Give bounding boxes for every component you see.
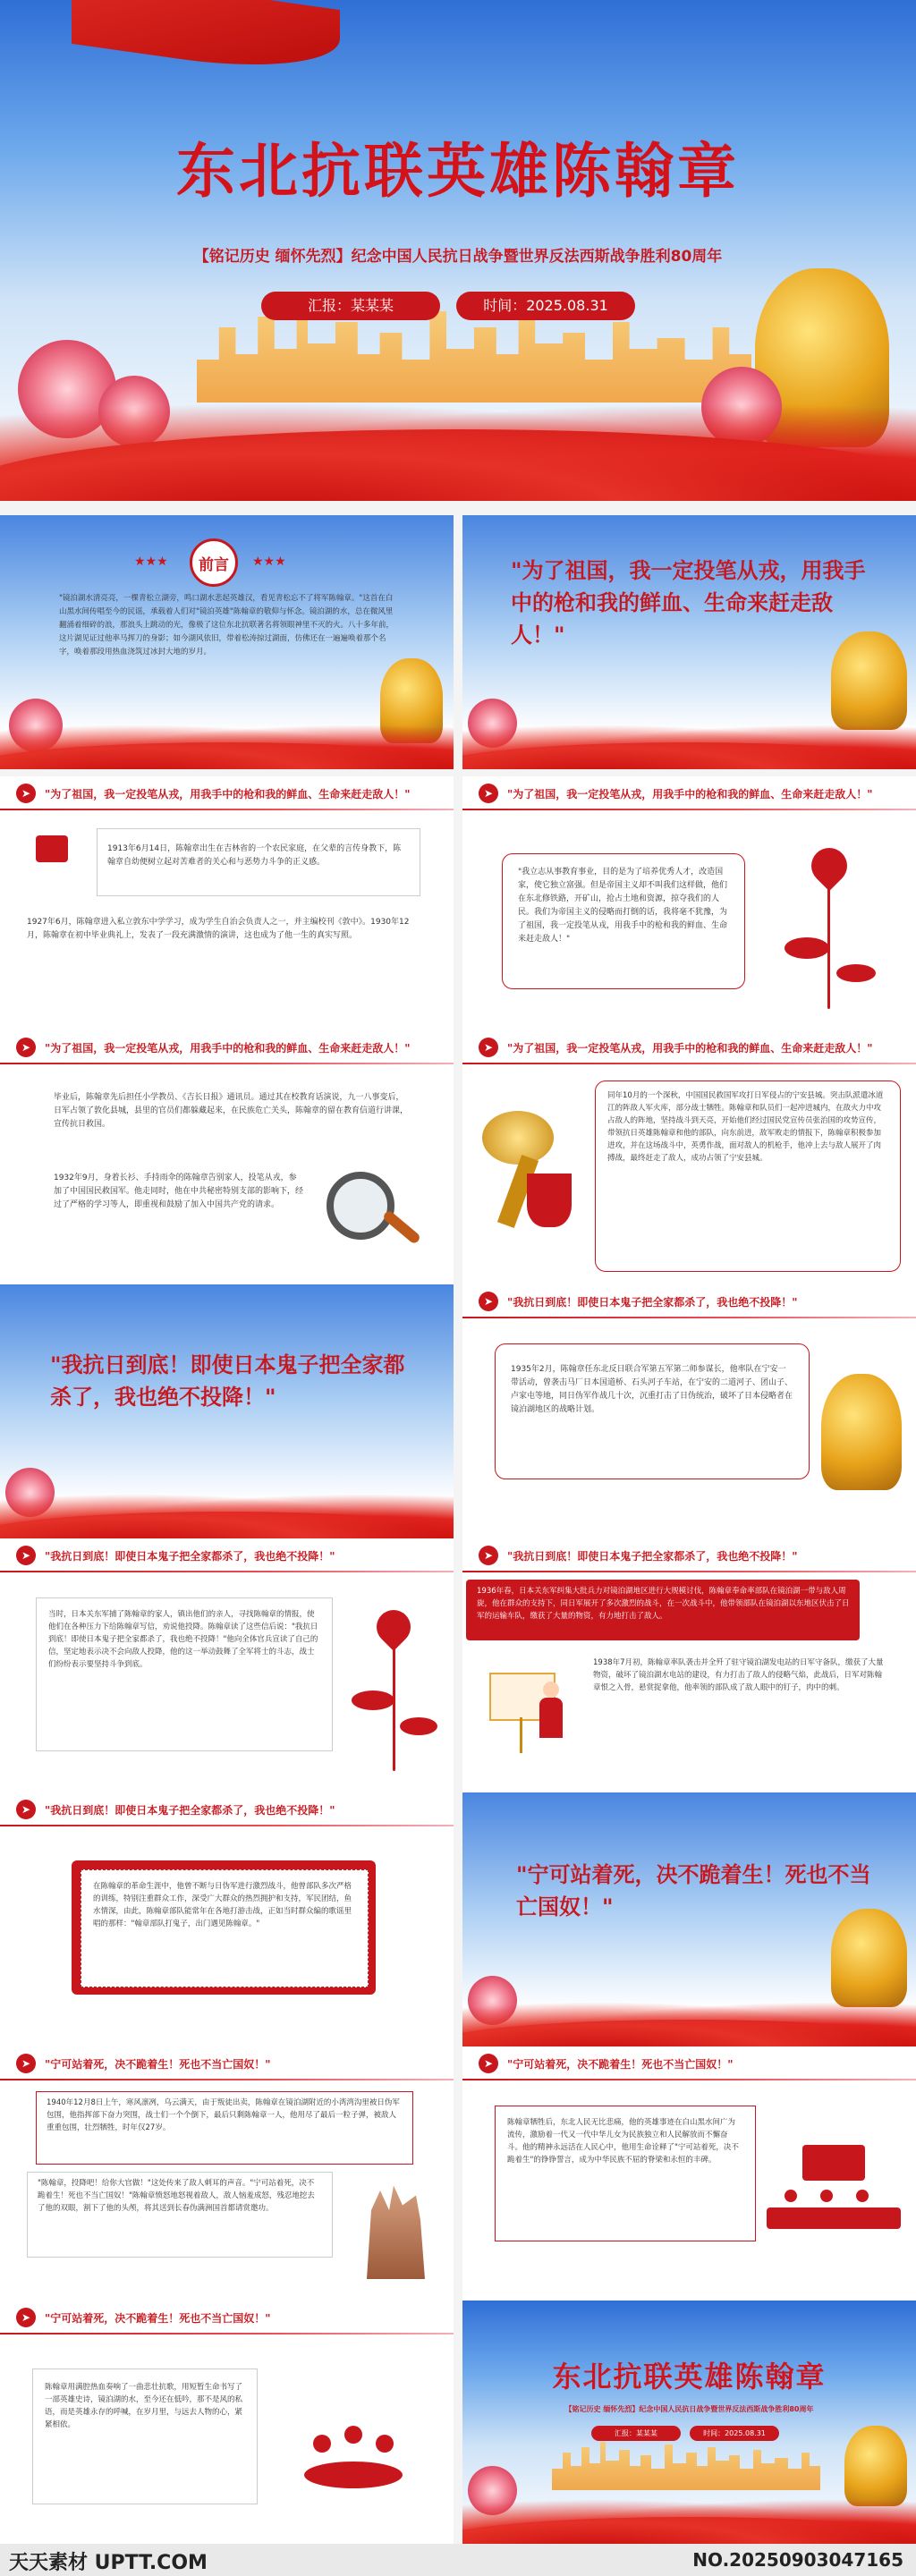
reporter-label: 汇报：某某某 — [307, 297, 394, 314]
end-date-label: 时间：2025.08.31 — [703, 2429, 766, 2437]
preface-stars-left: ★★★ — [134, 555, 168, 569]
bugle-icon — [473, 1111, 581, 1236]
header-text: "宁可站着死，决不跪着生！死也不当亡国奴！" — [45, 2057, 271, 2071]
header-text: "我抗日到底！即使日本鬼子把全家都杀了，我也绝不投降！" — [45, 1803, 335, 1817]
header-rule — [462, 1063, 916, 1064]
header-text: "为了祖国，我一定投笔从戎，用我手中的枪和我的鲜血、生命来赶走敌人！" — [45, 1041, 411, 1055]
end-title: 东北抗联英雄陈翰章 — [552, 2360, 827, 2394]
preface-badge-label: 前言 — [199, 555, 229, 574]
preface-slide — [0, 515, 454, 769]
preface-badge — [190, 538, 238, 587]
paragraph-1: "我立志从事教育事业，目的是为了培养优秀人才，改造国家，使它独立富强。但是帝国主义却不叫我们这样做，他们在东北修铁路，开矿山，抢占土地和资源，掠夺我们的人民。我们为帝国主义的侵略而打倒的话，我将毫不犹豫，为了祖国，我一定投笔从戎，用我手中的枪和我的鲜血、生命来赶走敌人！" — [518, 868, 728, 944]
slide-header — [462, 1538, 916, 1572]
end-date-pill — [690, 2426, 779, 2441]
paragraph-2: "陈翰章，投降吧！给你大官做！"这处传来了敌人刺耳的声音。"宁可站着死，决不跪着生！死也不当亡国奴！"陈翰章愤怒地怒视着敌人，敌人恼羞成怒，残忍地挖去了他的双眼，割下了他的头颅，将其送到长春伪满洲国首都请赏邀功。 — [38, 2179, 315, 2213]
watermark-bar — [0, 2544, 916, 2576]
meeting-icon — [286, 2408, 420, 2506]
paragraph-1: 1936年春，日本关东军纠集大批兵力对镜泊湖地区进行大规模讨伐，陈翰章奉命率部队在镜泊湖一带与敌人周旋，他在群众的支持下，同日军展开了多次激烈的战斗，在一次战斗中，他带领部队在镜泊湖以东地区伏击了日军的运输车队，缴获了大量的物资，有力地打击了敌人。 — [477, 1587, 850, 1621]
content-slide-8 — [462, 1284, 916, 1538]
header-rule — [462, 1317, 916, 1318]
content-slide-3 — [0, 776, 454, 1030]
header-text: "为了祖国，我一定投笔从戎，用我手中的枪和我的鲜血、生命来赶走敌人！" — [507, 787, 873, 801]
preface-stars-right: ★★★ — [252, 555, 286, 569]
lion-statue-icon — [831, 1909, 907, 2007]
header-text: "为了祖国，我一定投笔从戎，用我手中的枪和我的鲜血、生命来赶走敌人！" — [45, 787, 411, 801]
quote-slide-2 — [0, 1284, 454, 1538]
arrow-icon: ➤ — [479, 1546, 498, 1565]
slide-header — [0, 2046, 454, 2080]
content-slide-13 — [0, 2046, 454, 2301]
slide-header — [462, 1284, 916, 1318]
header-rule — [0, 2333, 454, 2334]
date-pill — [456, 292, 635, 320]
header-text: "我抗日到底！即使日本鬼子把全家都杀了，我也绝不投降！" — [507, 1549, 798, 1563]
paragraph-2: 1932年9月，身着长衫、手持雨伞的陈翰章告别家人，投笔从戎，参加了中国国民救国军。他走同时，他在中共秘密特别支部的影响下，经过了严格的学习等人，即重视和鼓励了加入中国共产党的请求。 — [54, 1174, 304, 1209]
content-slide-15 — [0, 2301, 454, 2544]
content-slide-6 — [462, 1030, 916, 1284]
content-slide-10 — [462, 1538, 916, 1792]
paragraph-1: 陈翰章牺牲后，东北人民无比悲痛，他的英雄事迹在白山黑水间广为流传，激励着一代又一代中华儿女为民族独立和人民解放而不懈奋斗。他的精神永远活在人民心中，他用生命诠释了"宁可站着死，决不跪着生"的铮铮誓言，成为中华民族不屈的脊梁和永恒的丰碑。 — [507, 2118, 739, 2165]
presenter-icon — [480, 1664, 570, 1762]
header-rule — [0, 2079, 454, 2080]
cover-slide — [0, 0, 916, 501]
magnifier-handle — [382, 1209, 421, 1245]
paragraph-1: 1913年6月14日，陈翰章出生在吉林省的一个农民家庭，在父辈的言传身教下，陈翰章自幼便树立起对苦难者的关心和与恶势力斗争的正义感。 — [107, 844, 402, 867]
magnifier-icon — [327, 1172, 394, 1240]
date-label: 时间：2025.08.31 — [483, 297, 608, 314]
content-slide-11 — [0, 1792, 454, 2046]
arrow-icon: ➤ — [16, 1800, 36, 1819]
lotus-icon — [776, 830, 883, 1009]
paragraph-2: 1938年7月初，陈翰章率队袭击并全歼了驻守镜泊湖发电站的日军守备队，缴获了大量物资，破坏了镜泊湖水电站的建设，有力打击了敌人的侵略气焰，此战后，日军对陈翰章恨之入骨，悬赏捉拿他，他率领的部队成了敌人眼中的钉子，肉中的刺。 — [593, 1658, 884, 1692]
header-text: "宁可站着死，决不跪着生！死也不当亡国奴！" — [507, 2057, 734, 2071]
content-slide-9 — [0, 1538, 454, 1792]
arrow-icon: ➤ — [16, 784, 36, 803]
slide-header — [0, 1030, 454, 1064]
header-text: "为了祖国，我一定投笔从戎，用我手中的枪和我的鲜血、生命来赶走敌人！" — [507, 1041, 873, 1055]
quote-slide-3 — [462, 1792, 916, 2046]
end-subtitle: 【铭记历史 缅怀先烈】纪念中国人民抗日战争暨世界反法西斯战争胜利80周年 — [564, 2405, 814, 2413]
header-rule — [462, 1571, 916, 1572]
header-text: "我抗日到底！即使日本鬼子把全家都杀了，我也绝不投降！" — [45, 1549, 335, 1563]
quote-text: "为了祖国，我一定投笔从戎，用我手中的枪和我的鲜血、生命来赶走敌人！" — [511, 558, 866, 648]
header-rule — [462, 809, 916, 810]
preface-text: "镜泊湖水清亮亮，一棵青松立湖旁，鸣口湖水悲起英雄汉，看见青松忘不了将军陈翰章。"这首在白山黑水间传唱至今的民谣，承载着人们对"镜泊英雄"陈翰章的敬仰与怀念。镜泊湖的水，总在微风里翻涌着细碎的浪，那浪头上跳动的光，像极了这位东北抗联著名将领眼神里不灭的火。八十多年前，这片湖见证过他率马挥刀的身影；如今湖风依旧，带着松涛掠过湖面，仿佛还在一遍遍唤着那个名字，唤着那段用热血浇筑过冰封大地的岁月。 — [59, 594, 394, 657]
header-rule — [0, 1063, 454, 1064]
quote-text: "我抗日到底！即使日本鬼子把全家都杀了，我也绝不投降！" — [50, 1352, 405, 1410]
quote-text: "宁可站着死，决不跪着生！死也不当亡国奴！" — [516, 1862, 871, 1919]
lion-statue-icon — [844, 2426, 907, 2506]
paragraph-1: 在陈翰章的革命生涯中，他曾不断与日伪军进行激烈战斗，他曾部队多次严格的训练，特别注重群众工作，深受广大群众的热烈拥护和支持，军民团结，鱼水情深，由此，陈翰章部队能常年在各地打游击战，正如当时群众编的歌谣里唱的那样："翰章部队打鬼子，出门遇见陈翰章。" — [93, 1882, 352, 1928]
paragraph-1: 毕业后，陈翰章先后担任小学教员、《吉长日报》通讯员。通过其在校教育话演说，九一八事变后，日军占领了敦化县城，县里的官员们都躲藏起来，在民族危亡关头，陈翰章的留在教育信道行讲课，宣传抗日救国。 — [54, 1093, 409, 1129]
watermark-left: 天天素材 UPTT.COM — [9, 2552, 208, 2574]
header-rule — [0, 1825, 454, 1826]
meeting-icon — [767, 2145, 901, 2252]
red-flag — [72, 0, 340, 81]
header-rule — [0, 1571, 454, 1572]
content-slide-14 — [462, 2046, 916, 2301]
cover-subtitle: 【铭记历史 缅怀先烈】纪念中国人民抗日战争暨世界反法西斯战争胜利80周年 — [193, 248, 723, 266]
red-wave — [462, 724, 916, 769]
end-slide — [462, 2301, 916, 2544]
arrow-icon: ➤ — [16, 1546, 36, 1565]
header-text: "我抗日到底！即使日本鬼子把全家都杀了，我也绝不投降！" — [507, 1295, 798, 1309]
end-reporter-pill — [591, 2426, 681, 2441]
watermark-right: NO.20250903047165 — [692, 2549, 903, 2571]
arrow-icon: ➤ — [16, 1038, 36, 1057]
red-wave — [0, 402, 916, 501]
paragraph-2: 1927年6月，陈翰章进入私立敦东中学学习，成为学生自治会负责人之一，并主编校刊《敦中》。1930年12月，陈翰章在初中毕业典礼上，发表了一段充满激情的演讲，这也成为了他一生的真实写照。 — [27, 918, 410, 940]
arrow-icon: ➤ — [16, 2308, 36, 2327]
slide-header — [462, 1030, 916, 1064]
lotus-icon — [344, 1592, 443, 1771]
slide-header — [462, 2046, 916, 2080]
book-icon — [36, 835, 68, 862]
header-rule — [462, 2079, 916, 2080]
red-wave — [462, 2499, 916, 2544]
paragraph-1: 1940年12月8日上午，寒风凛冽，乌云满天，由于叛徒出卖，陈翰章在镜泊湖附近的小湾湾沟里被日伪军包围，他指挥部下奋力突围，战士们一个个倒下，最后只剩陈翰章一人，他用尽了最后一粒子弹，被敌人重重包围，壮烈牺牲，时年仅27岁。 — [47, 2098, 400, 2132]
arrow-icon: ➤ — [479, 1038, 498, 1057]
paragraph-1: 1935年2月，陈翰章任东北反日联合军第五军第二师参谋长，他率队在宁安一带活动，曾袭击马厂日本国道桥、石头河子车站，在宁安的二道河子、团山子、卢家屯等地，同日伪军作战几十次，沉重打击了日伪统治，破坏了日本侵略者在镜泊湖地区的战略计划。 — [511, 1365, 793, 1414]
slide-header — [0, 1792, 454, 1826]
monument-icon — [349, 2181, 438, 2279]
slide-header — [0, 2301, 454, 2334]
slide-header — [0, 776, 454, 810]
red-wave — [0, 724, 454, 769]
red-wave — [0, 1494, 454, 1538]
paragraph-1: 同年10月的一个深秋，中国国民救国军攻打日军侵占的宁安县城。突击队派遣冰道江的阵敌人军火库，部分战士牺牲。陈翰章和队员们一起冲进城内，在敌火力中攻占敌人的阵地，坚持战斗到天亮，开始他们经过国民党宣传员张治国的攻势宣传，带领抗日英雄陈翰章和他的部队，向东前进，敌军败走的情报下，陈翰章积极参加进攻，并在这场战斗中，英勇作战，面对敌人的机枪手，他冲上去与敌人展开了肉搏战，最终赶走了敌人，成功占领了宁安县城。 — [607, 1091, 884, 1163]
cover-title: 东北抗联英雄陈翰章 — [176, 137, 740, 206]
arrow-icon: ➤ — [479, 784, 498, 803]
arrow-icon: ➤ — [479, 2054, 498, 2073]
quote-slide-1 — [462, 515, 916, 769]
header-text: "宁可站着死，决不跪着生！死也不当亡国奴！" — [45, 2311, 271, 2325]
city-skyline — [552, 2436, 820, 2490]
paragraph-1: 陈翰章用满腔热血奏响了一曲悲壮抗歌，用短暂生命书写了一部英雄史诗，镜泊湖的水，至今还在低吟，那不是风的私语，而是英雄永存的呼喊，在岁月里，与远去人物的心，紧紧相依。 — [45, 2383, 243, 2429]
slide-header — [0, 1538, 454, 1572]
reporter-pill — [261, 292, 440, 320]
red-wave — [462, 2002, 916, 2046]
header-rule — [0, 809, 454, 810]
paragraph-1: 当时，日本关东军捕了陈翰章的家人，镇出他们的亲人，寻找陈翰章的情报，使他们在各种压力下给陈翰章写信，劝说他投降。陈翰章读了这些信后说："我抗日到底！即使日本鬼子把全家都杀了，我也绝不投降！"他向全体官兵宣读了自己的信，坚定地表示决不会向敌人投降，他的这一举动鼓舞了全军将士的斗志，战士们纷纷表示要坚持斗争到底。 — [48, 1610, 318, 1669]
end-reporter-label: 汇报：某某某 — [615, 2429, 657, 2437]
content-slide-5 — [0, 1030, 454, 1284]
slide-header — [462, 776, 916, 810]
lion-statue-icon — [821, 1374, 902, 1490]
arrow-icon: ➤ — [479, 1292, 498, 1311]
arrow-icon: ➤ — [16, 2054, 36, 2073]
content-slide-4 — [462, 776, 916, 1030]
